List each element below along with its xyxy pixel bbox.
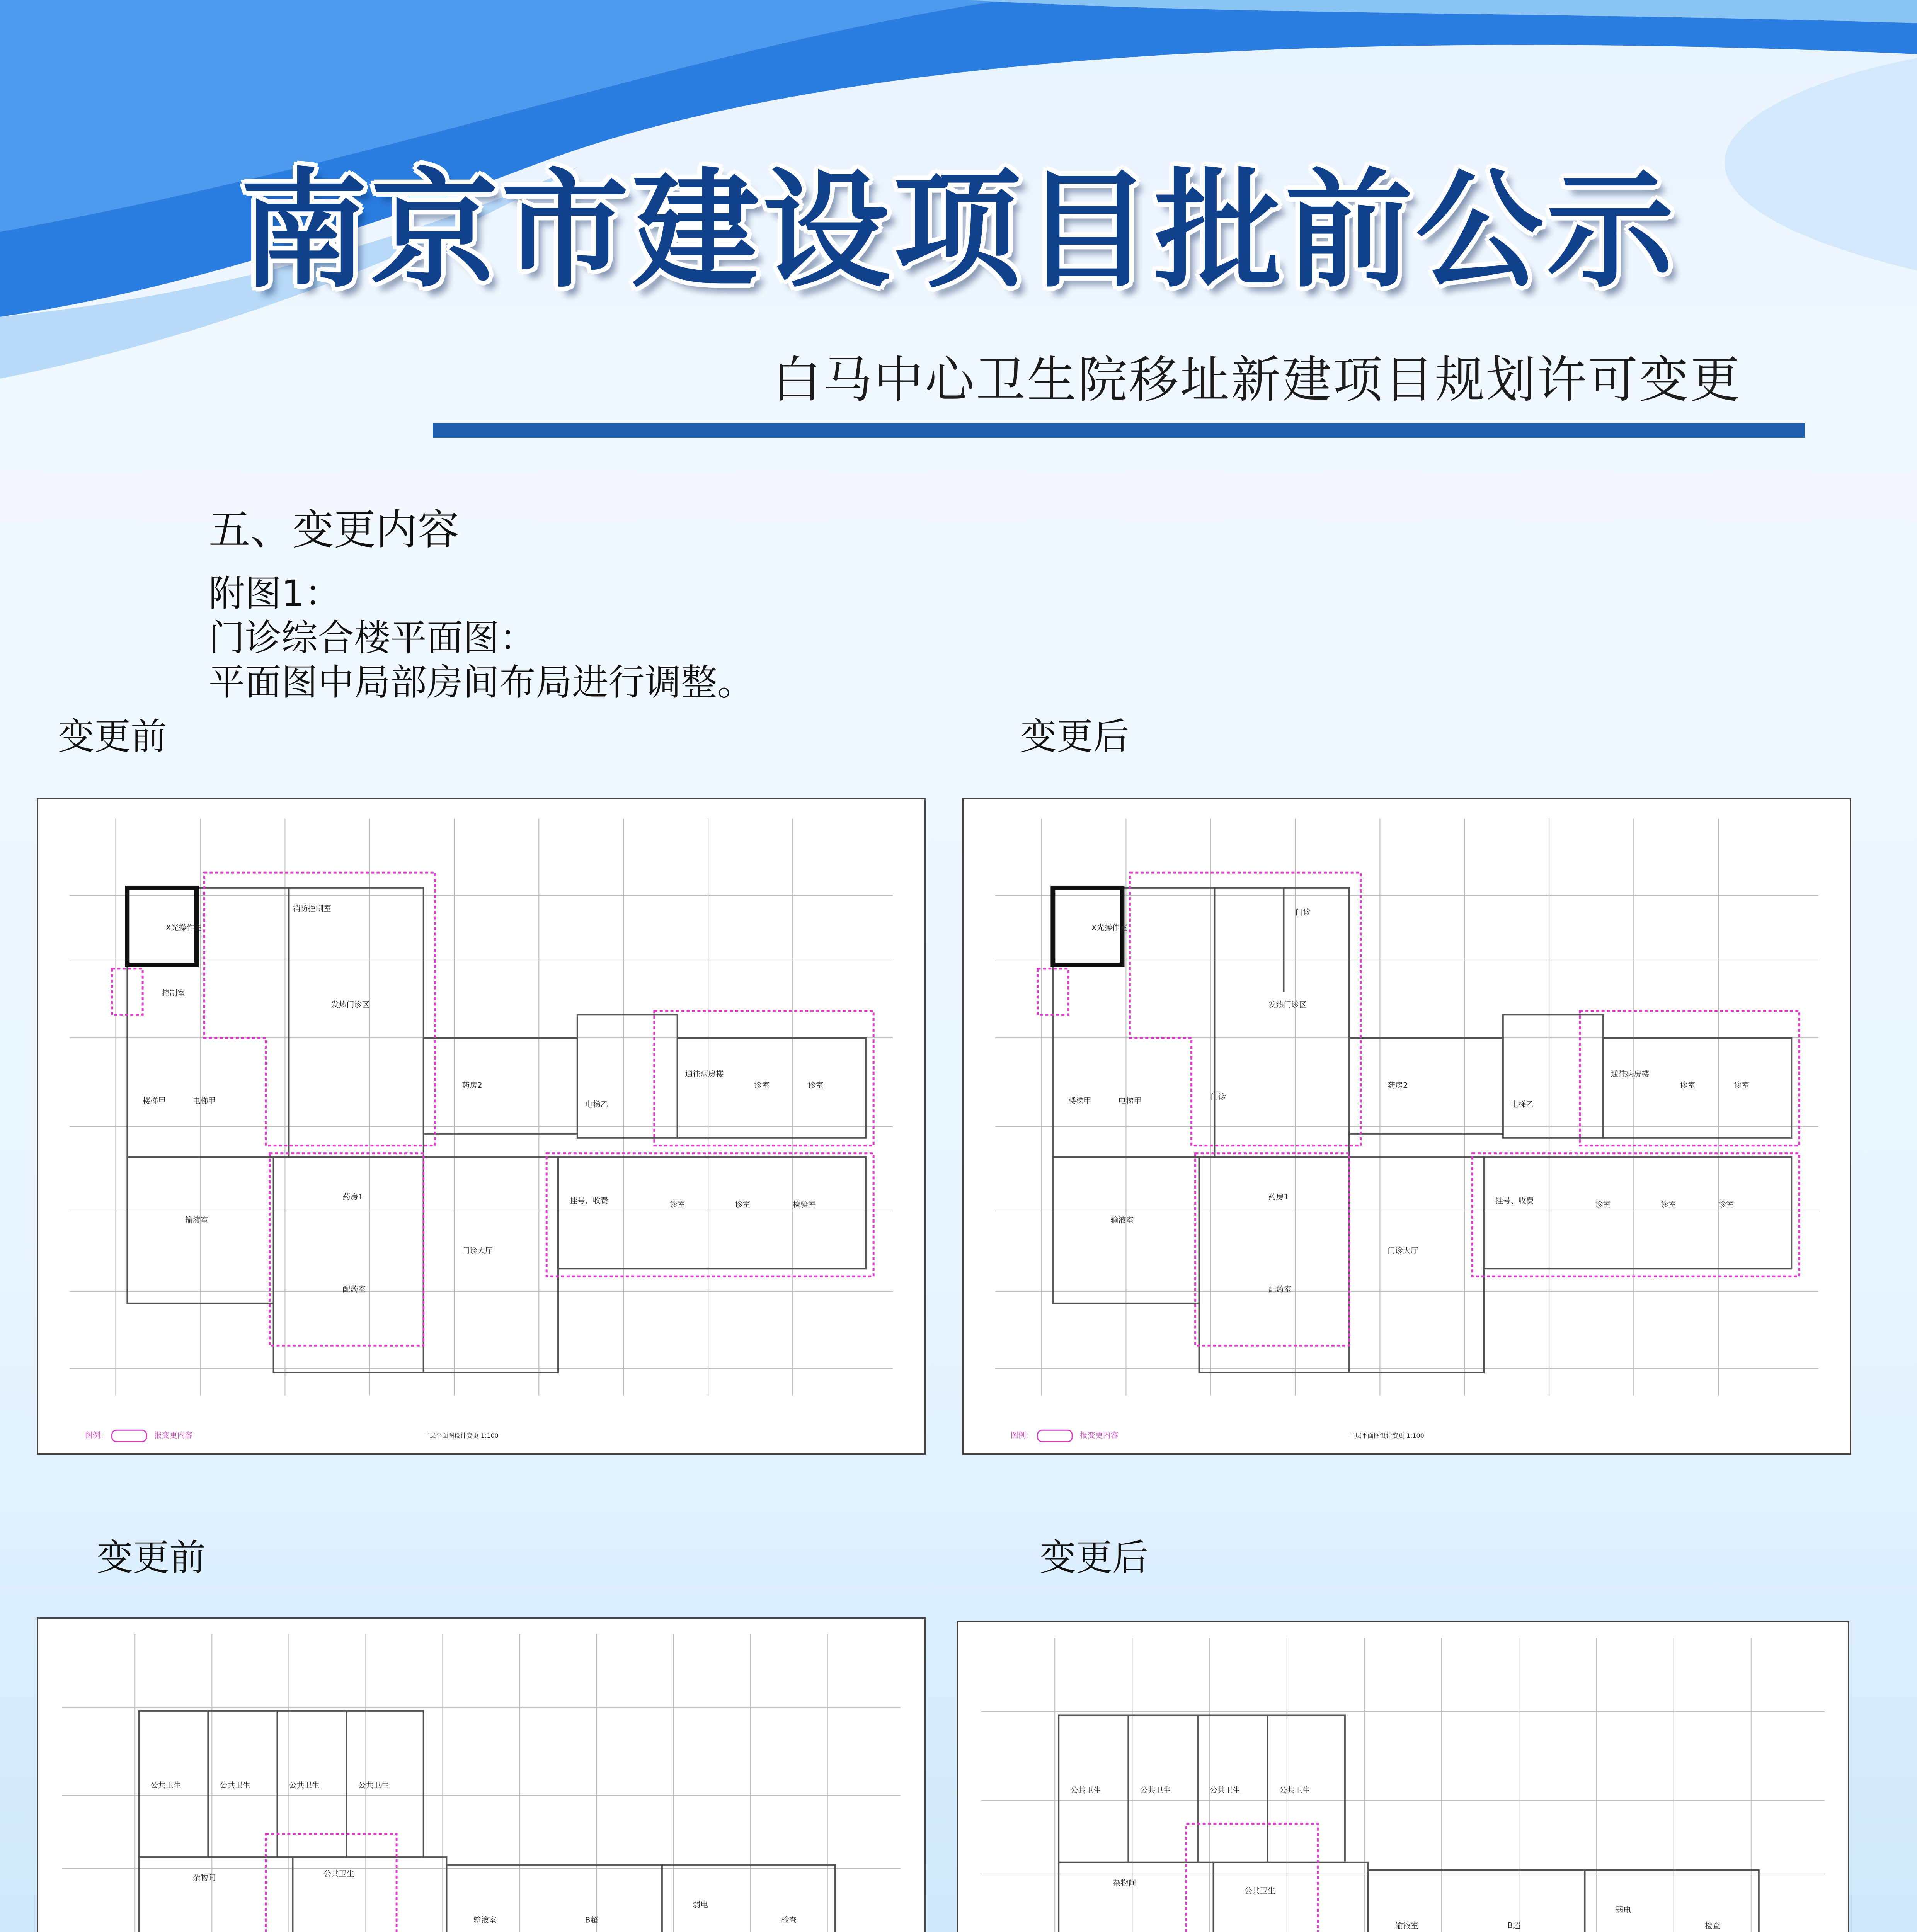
room-label: 药房1 bbox=[342, 1192, 363, 1202]
panel-label-after-1: 变更后 bbox=[1020, 716, 1130, 758]
floor-plan-panel-before-2f bbox=[37, 798, 926, 1455]
room-label: 发热门诊区 bbox=[331, 1000, 370, 1009]
note-line-1: 附图1： bbox=[209, 573, 341, 615]
room-label: 发热门诊区 bbox=[1268, 1000, 1307, 1009]
drawing-caption: 二层平面图设计变更 1:100 bbox=[1349, 1432, 1424, 1440]
room-label: 诊室 bbox=[669, 1200, 685, 1209]
room-label: 电梯甲 bbox=[192, 1096, 216, 1105]
room-label: 诊室 bbox=[1680, 1081, 1696, 1090]
room-label: 公共卫生 bbox=[1279, 1785, 1310, 1795]
room-label: 门诊 bbox=[1295, 908, 1311, 917]
room-label: 杂物间 bbox=[192, 1873, 216, 1882]
room-label: 输液室 bbox=[185, 1215, 208, 1225]
legend-text: 报变更内容 bbox=[154, 1431, 193, 1440]
room-label: 公共卫生 bbox=[358, 1781, 389, 1790]
room-label: 杂物间 bbox=[1113, 1878, 1136, 1888]
floor-plan-panel-after-2f bbox=[962, 798, 1851, 1455]
room-label: 输液室 bbox=[473, 1915, 497, 1925]
room-label: 配药室 bbox=[1268, 1284, 1292, 1294]
room-label: 通往病房楼 bbox=[1611, 1069, 1649, 1078]
room-label: 弱电 bbox=[1616, 1905, 1631, 1915]
room-label: 诊室 bbox=[1734, 1081, 1749, 1090]
legend-label: 图例： bbox=[1010, 1431, 1034, 1440]
room-label: 门诊大厅 bbox=[462, 1246, 493, 1255]
room-label: 诊室 bbox=[735, 1200, 751, 1209]
page-title: 南京市建设项目批前公示 bbox=[240, 155, 1677, 305]
section-heading: 五、变更内容 bbox=[209, 506, 460, 554]
room-label: 药房1 bbox=[1268, 1192, 1289, 1202]
page-subtitle: 白马中心卫生院移址新建项目规划许可变更 bbox=[771, 351, 1741, 409]
room-label: B超 bbox=[1507, 1920, 1520, 1930]
room-label: 药房2 bbox=[1388, 1081, 1408, 1090]
room-label: 检查 bbox=[781, 1915, 797, 1925]
room-label: 公共卫生 bbox=[220, 1781, 250, 1790]
room-label: X光操作室 bbox=[1091, 923, 1128, 932]
room-label: 公共卫生 bbox=[1140, 1785, 1171, 1795]
room-label: 挂号、收费 bbox=[569, 1196, 608, 1206]
room-label: 门诊 bbox=[1210, 1092, 1226, 1102]
room-label: 公共卫生 bbox=[1244, 1886, 1275, 1895]
note-line-3: 平面图中局部房间布局进行调整。 bbox=[209, 662, 754, 704]
room-label: 楼梯甲 bbox=[143, 1096, 166, 1105]
room-label: 药房2 bbox=[462, 1081, 482, 1090]
subtitle-underline bbox=[433, 423, 1805, 438]
room-label: 公共卫生 bbox=[1209, 1785, 1241, 1795]
room-label: 诊室 bbox=[808, 1081, 824, 1090]
room-label: 诊室 bbox=[1595, 1200, 1611, 1209]
room-label: 配药室 bbox=[342, 1284, 366, 1294]
note-line-2: 门诊综合楼平面图： bbox=[209, 617, 536, 659]
room-label: 电梯乙 bbox=[1510, 1100, 1534, 1109]
room-label: 电梯乙 bbox=[585, 1100, 608, 1109]
room-label: 检验室 bbox=[793, 1200, 816, 1209]
room-label: 诊室 bbox=[754, 1081, 770, 1090]
room-label: 诊室 bbox=[1718, 1200, 1734, 1209]
legend-text: 报变更内容 bbox=[1080, 1431, 1119, 1440]
room-label: B超 bbox=[585, 1915, 598, 1925]
room-label: 通往病房楼 bbox=[685, 1069, 724, 1078]
floor-plan-panel-after-3f bbox=[957, 1621, 1849, 1932]
room-label: 输液室 bbox=[1395, 1920, 1418, 1930]
room-label: 公共卫生 bbox=[289, 1781, 320, 1790]
panel-label-before-1: 变更前 bbox=[58, 716, 167, 758]
room-label: 挂号、收费 bbox=[1495, 1196, 1534, 1206]
room-label: 公共卫生 bbox=[150, 1781, 181, 1790]
room-label: 控制室 bbox=[162, 988, 185, 998]
room-label: X光操作室 bbox=[165, 923, 202, 932]
legend-label: 图例： bbox=[85, 1431, 108, 1440]
room-label: 门诊大厅 bbox=[1388, 1246, 1418, 1255]
room-label: 弱电 bbox=[693, 1900, 708, 1909]
panel-label-before-2: 变更前 bbox=[97, 1537, 206, 1579]
room-label: 公共卫生 bbox=[1070, 1785, 1102, 1795]
room-label: 公共卫生 bbox=[323, 1869, 354, 1878]
drawing-caption: 二层平面图设计变更 1:100 bbox=[423, 1432, 499, 1440]
room-label: 诊室 bbox=[1660, 1200, 1676, 1209]
room-label: 消防控制室 bbox=[293, 904, 331, 913]
panel-label-after-2: 变更后 bbox=[1040, 1537, 1149, 1579]
floor-plan-panel-before-3f bbox=[37, 1617, 926, 1932]
room-label: 输液室 bbox=[1110, 1215, 1134, 1225]
room-label: 电梯甲 bbox=[1118, 1096, 1142, 1105]
room-label: 楼梯甲 bbox=[1068, 1096, 1091, 1105]
room-label: 检查 bbox=[1704, 1920, 1720, 1930]
